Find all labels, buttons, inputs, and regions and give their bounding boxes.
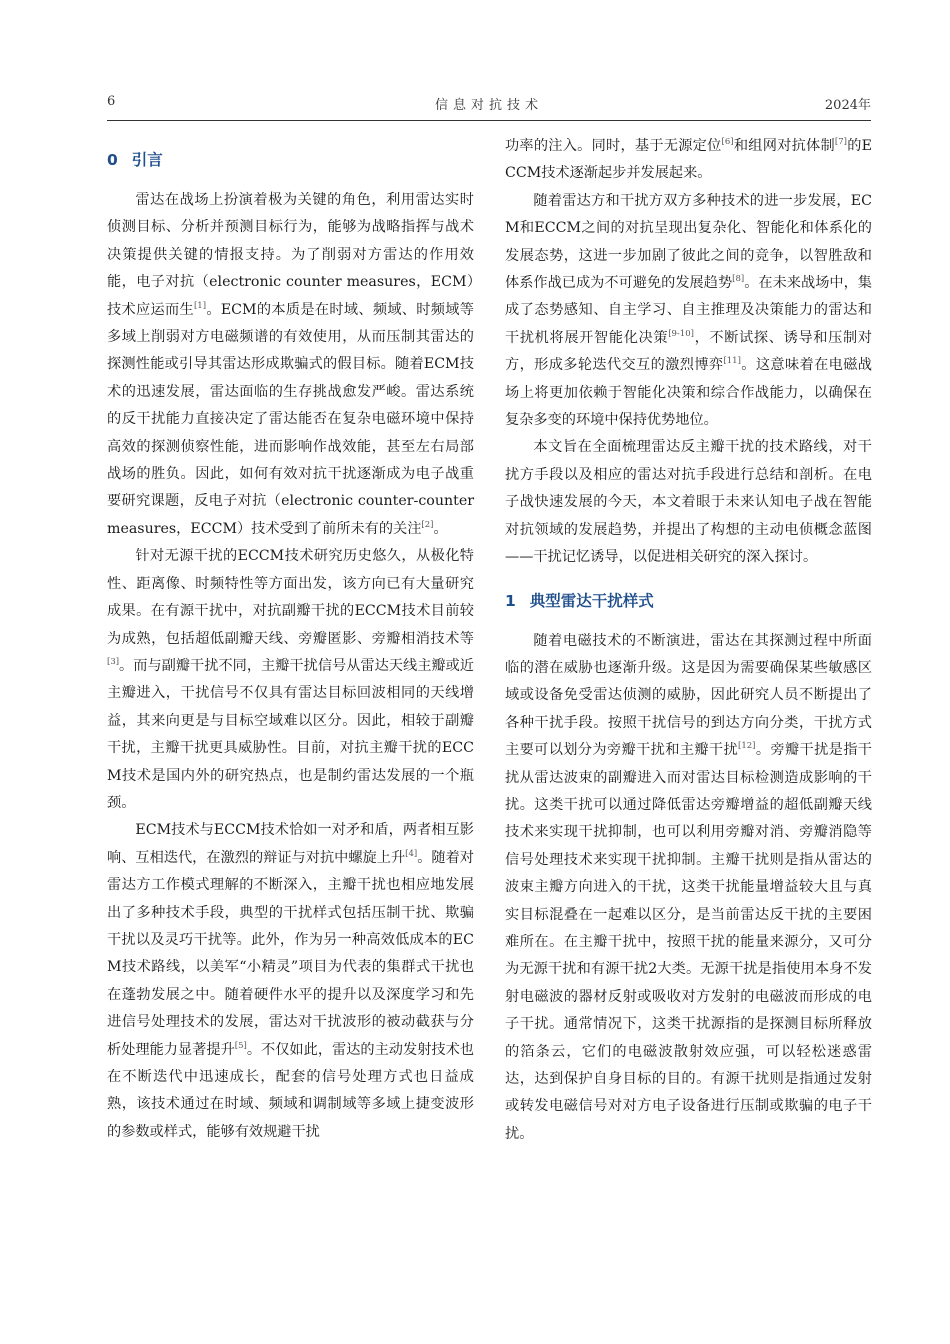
paragraph: ECM技术与ECCM技术恰如一对矛和盾，两者相互影响、互相迭代，在激烈的辩证与对抗中螺旋上升[4]。随着对雷达方工作模式理解的不断深入，主瓣干扰也相应地发展出了多种技术手段，典型的干扰样式包括压制干扰、欺骗干扰以及灵巧干扰等。此外，作为另一种高效低成本的ECM技术路线，以美军“小精灵”项目为代表的集群式干扰也在蓬勃发展之中。随着硬件水平的提升以及深度学习和先进信号处理技术的发展，雷达对干扰波形的被动截获与分析处理能力显著提升[5]。不仅如此，雷达的主动发射技术也在不断迭代中迅速成长，配套的信号处理方式也日益成熟，该技术通过在时域、频域和调制域等多域上捷变波形的参数或样式，能够有效规避干扰 <box>107 822 474 1140</box>
paragraph: 针对无源干扰的ECCM技术研究历史悠久，从极化特性、距离像、时频特性等方面出发，该方向已有大量研究成果。在有源干扰中，对抗副瓣干扰的ECCM技术目前较为成熟，包括超低副瓣天线、旁瓣匿影、旁瓣相消技术等[3]。而与副瓣干扰不同，主瓣干扰信号从雷达天线主瓣或近主瓣进入，干扰信号不仅具有雷达目标回波相同的天线增益，其来向更是与目标空域难以区分。因此，相较于副瓣干扰，主瓣干扰更具威胁性。目前，对抗主瓣干扰的ECCM技术是国内外的研究热点，也是制约雷达发展的一个瓶颈。 <box>107 548 474 811</box>
journal-title: 信息对抗技术 <box>434 98 543 113</box>
section-title: 典型雷达干扰样式 <box>529 591 654 610</box>
citation[interactable]: [7] <box>834 137 847 147</box>
citation[interactable]: [11] <box>723 356 741 367</box>
citation[interactable]: [8] <box>732 274 745 285</box>
citation[interactable]: [1] <box>193 300 207 311</box>
page-header <box>107 94 871 116</box>
section-heading-introduction <box>107 145 474 175</box>
paragraph-continued: 功率的注入。同时，基于无源定位[6]和组网对抗体制[7]的ECCM技术逐渐起步并发展起来。 <box>505 137 872 182</box>
header-rule <box>107 120 871 121</box>
page-number: 6 <box>107 94 116 109</box>
citation[interactable]: [12] <box>738 741 756 752</box>
paragraph: 雷达在战场上扮演着极为关键的角色，利用雷达实时侦测目标、分析并预测目标行为，能够为战略指挥与战术决策提供关键的情报支持。为了削弱对方雷达的作用效能，电子对抗（electronic counter measures，ECM）技术应运而生[1]。ECM的本质是在时域、频域、时频域等多域上削弱对方电磁频谱的有效使用，从而压制其雷达的探测性能或引导其雷达形成欺骗式的假目标。随着ECM技术的迅速发展，雷达面临的生存挑战愈发严峻。雷达系统的反干扰能力直接决定了雷达能否在复杂电磁环境中保持高效的探测侦察性能，进而影响作战效能，甚至左右局部战场的胜负。因此，如何有效对抗干扰逐渐成为电子战重要研究课题，反电子对抗（electronic counter-counter measures，ECCM）技术受到了前所未有的关注[2]。 <box>107 192 474 537</box>
right-column <box>505 133 872 1148</box>
paragraph: 本文旨在全面梳理雷达反主瓣干扰的技术路线，对干扰方手段以及相应的雷达对抗手段进行总结和剖析。在电子战快速发展的今天，本文着眼于未来认知电子战在智能对抗领域的发展趋势，并提出了构想的主动电侦概念蓝图——干扰记忆诱导，以促进相关研究的深入探讨。 <box>505 439 872 566</box>
paragraph: 随着电磁技术的不断演进，雷达在其探测过程中所面临的潜在威胁也逐渐升级。这是因为需要确保某些敏感区域或设备免受雷达侦测的威胁，因此研究人员不断提出了各种干扰手段。按照干扰信号的到达方向分类，干扰方式主要可以划分为旁瓣干扰和主瓣干扰[12]。旁瓣干扰是指干扰从雷达波束的副瓣进入而对雷达目标检测造成影响的干扰。这类干扰可以通过降低雷达旁瓣增益的超低副瓣天线技术来实现干扰抑制，也可以利用旁瓣对消、旁瓣消隐等信号处理技术来实现干扰抑制。主瓣干扰则是指从雷达的波束主瓣方向进入的干扰，这类干扰能量增益较大且与真实目标混叠在一起难以区分，是当前雷达反干扰的主要困难所在。在主瓣干扰中，按照干扰的能量来源分，又可分为无源干扰和有源干扰2大类。无源干扰是指使用本身不发射电磁波的器材反射或吸收对方发射的电磁波而形成的电子干扰。通常情况下，这类干扰源指的是探测目标所释放的箔条云，它们的电磁波散射效应强，可以轻松迷惑雷达，达到保护自身目标的目的。有源干扰则是指通过发射或转发电磁信号对对方电子设备进行压制或欺骗的电子干扰。 <box>505 632 872 1142</box>
citation[interactable]: [5] <box>234 1040 247 1051</box>
citation[interactable]: [9-10] <box>668 328 694 339</box>
citation[interactable]: [3] <box>107 656 120 667</box>
publication-year: 2024年 <box>824 98 871 113</box>
section-title: 引言 <box>131 151 163 169</box>
section-number: 0 <box>107 151 118 169</box>
left-column <box>107 133 474 1146</box>
citation[interactable]: [4] <box>405 848 418 859</box>
section-number: 1 <box>505 591 516 610</box>
citation[interactable]: [6] <box>721 137 734 147</box>
paragraph: 随着雷达方和干扰方双方多种技术的进一步发展，ECM和ECCM之间的对抗呈现出复杂化、智能化和体系化的发展态势，这进一步加剧了彼此之间的竞争，以智胜敌和体系作战已成为不可避免的发展趋势[8]。在未来战场中，集成了态势感知、自主学习、自主推理及决策能力的雷达和干扰机将展开智能化决策[9-10]，不断试探、诱导和压制对方，形成多轮迭代交互的激烈博弈[11]。这意味着在电磁战场上将更加依赖于智能化决策和综合作战能力，以确保在复杂多变的环境中保持优势地位。 <box>505 192 872 429</box>
citation[interactable]: [2] <box>421 519 434 530</box>
section-heading-jamming-types <box>505 586 872 616</box>
